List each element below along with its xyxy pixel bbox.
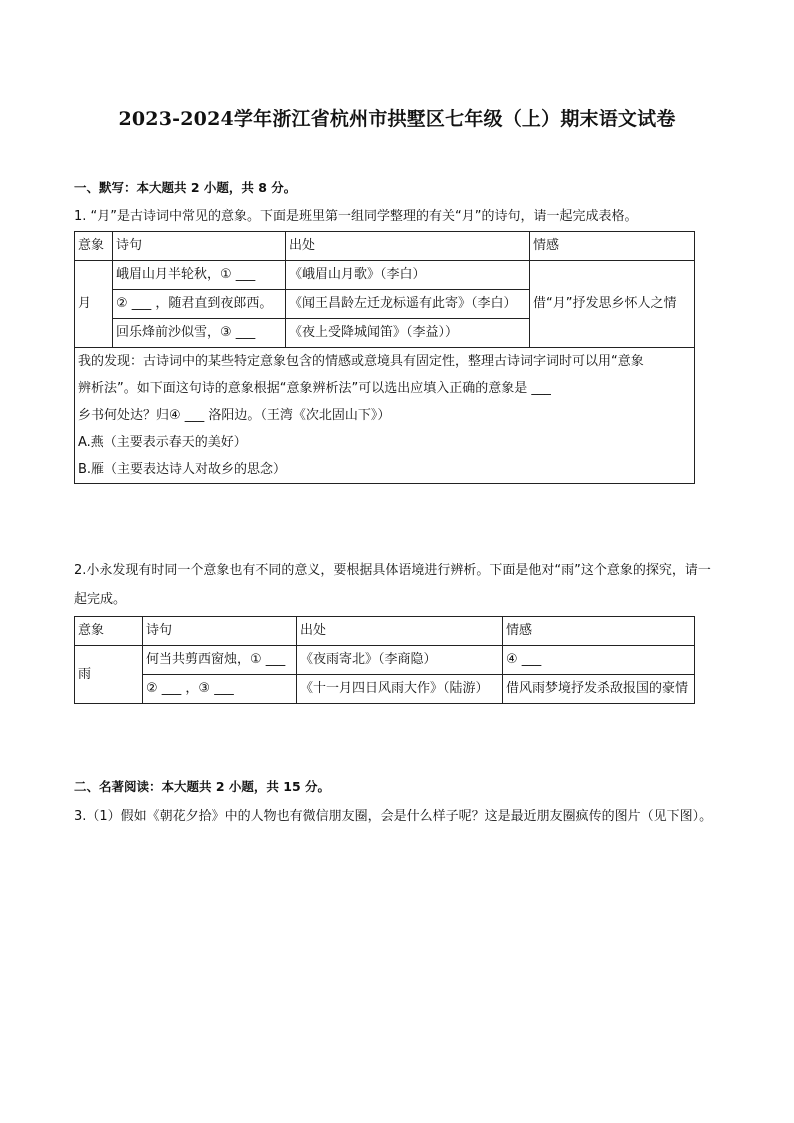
header-emotion: 情感 [530,232,695,261]
question-2-table [74,616,695,704]
table-header-row [75,617,695,646]
header-source: 出处 [286,232,530,261]
line-cell: 峨眉山月半轮秋，① ___ [113,261,286,290]
table-row [75,675,695,704]
header-line: 诗句 [113,232,286,261]
discovery-row [75,348,695,484]
table-row [75,261,695,290]
discovery-line: 乡书何处达？归④ ___ 洛阳边。（王湾《次北固山下》） [78,408,391,423]
emotion-cell: ④ ___ [503,646,695,675]
table-row [75,646,695,675]
header-image: 意象 [75,232,113,261]
discovery-line: 辨析法”。如下面这句诗的意象根据“意象辨析法”可以选出应填入正确的意象是 ___ [78,381,551,396]
image-cell: 雨 [75,646,143,704]
source-cell: 《十一月四日风雨大作》（陆游） [297,675,503,704]
exam-title: 2023-2024学年浙江省杭州市拱墅区七年级（上）期末语文试卷 [118,108,676,130]
line-cell: 何当共剪西窗烛，① ___ [143,646,297,675]
line-cell: 回乐烽前沙似雪，③ ___ [113,319,286,348]
option-a: A.燕（主要表示春天的美好） [78,435,247,450]
header-image: 意象 [75,617,143,646]
section-1-heading: 一、默写：本大题共 2 小题，共 8 分。 [74,180,297,195]
section-2-heading: 二、名著阅读：本大题共 2 小题，共 15 分。 [74,779,331,794]
question-1-table [74,231,695,484]
option-b: B.雁（主要表达诗人对故乡的思念） [78,462,287,477]
source-cell: 《闻王昌龄左迁龙标遥有此寄》（李白） [286,290,530,319]
line-cell: ② ___ ，随君直到夜郎西。 [113,290,286,319]
question-1-prompt: 1. “月”是古诗词中常见的意象。下面是班里第一组同学整理的有关“月”的诗句，请一起完成表格。 [74,209,638,224]
question-2-prompt: 2.小永发现有时同一个意象也有不同的意义，要根据具体语境进行辨析。下面是他对“雨”这个意象的探究，请一起完成。 [74,563,711,607]
image-cell: 月 [75,261,113,348]
source-cell: 《夜雨寄北》（李商隐） [297,646,503,675]
source-cell: 《峨眉山月歌》（李白） [286,261,530,290]
question-3-prompt: 3.（1）假如《朝花夕拾》中的人物也有微信朋友圈，会是什么样子呢？这是最近朋友圈疯传的图片（见下图）。 [74,809,713,824]
discovery-cell [75,348,695,484]
header-line: 诗句 [143,617,297,646]
emotion-cell: 借风雨梦境抒发杀敌报国的豪情 [503,675,695,704]
header-source: 出处 [297,617,503,646]
discovery-line: 我的发现：古诗词中的某些特定意象包含的情感或意境具有固定性，整理古诗词字词时可以用“意象 [78,354,644,369]
header-emotion: 情感 [503,617,695,646]
line-cell: ② ___ ，③ ___ [143,675,297,704]
table-header-row [75,232,695,261]
emotion-cell: 借“月”抒发思乡怀人之情 [530,261,695,348]
source-cell: 《夜上受降城闻笛》（李益）） [286,319,530,348]
